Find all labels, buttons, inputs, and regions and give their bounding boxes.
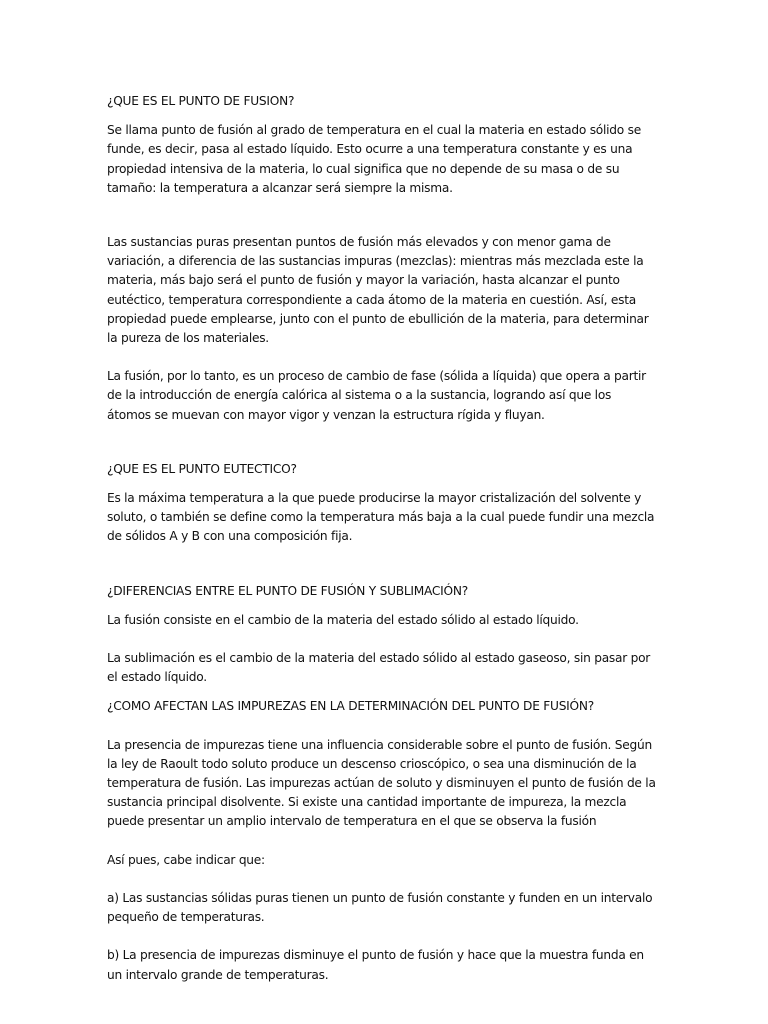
paragraph-sustancias-puras: Las sustancias puras presentan puntos de fusión más elevados y con menor gama de variación, a diferencia de las sustancias impuras (mezclas): mientras más mezclada este la materia, más bajo será el punto de fusión y mayor la variación, hasta alcanzar el punto eutéctico, temperatura correspondiente a cada átomo de la materia en cuestión. Así, esta propiedad puede emplearse, junto con el punto de ebullición de la materia, para determinar la pureza de los materiales.	[107, 235, 649, 346]
paragraph-definicion-eutectico: Es la máxima temperatura a la que puede producirse la mayor cristalización del solvente y soluto, o también se define como la temperatura más baja a la cual puede fundir una mezcla de sólidos A y B con una composición fija.	[107, 491, 655, 544]
heading-diferencias: ¿DIFERENCIAS ENTRE EL PUNTO DE FUSIÓN Y SUBLIMACIÓN?	[107, 583, 468, 598]
paragraph-definicion-fusion: Se llama punto de fusión al grado de temperatura en el cual la materia en estado sólido se funde, es decir, pasa al estado líquido. Esto ocurre a una temperatura constante y es una propiedad intensiva de la materia, lo cual significa que no depende de su masa o de su tamaño: la temperatura a alcanzar será siempre la misma.	[107, 123, 641, 195]
list-item-b: b) La presencia de impurezas disminuye el punto de fusión y hace que la muestra funda en un intervalo grande de temperaturas.	[107, 948, 644, 982]
paragraph-sublimacion: La sublimación es el cambio de la materia del estado sólido al estado gaseoso, sin pasar por el estado líquido.	[107, 651, 651, 685]
paragraph-proceso-fusion: La fusión, por lo tanto, es un proceso de cambio de fase (sólida a líquida) que opera a partir de la introducción de energía calórica al sistema o a la sustancia, logrando así que los átomos se muevan con mayor vigor y venzan la estructura rígida y fluyan.	[107, 369, 646, 422]
list-item-a: a) Las sustancias sólidas puras tienen un punto de fusión constante y funden en un intervalo pequeño de temperaturas.	[107, 890, 653, 925]
paragraph-influencia-impurezas: La presencia de impurezas tiene una influencia considerable sobre el punto de fusión. Según la ley de Raoult todo soluto produce un descenso crioscópico, o sea una disminución de la temperatura de fusión. Las impurezas actúan de soluto y disminuyen el punto de fusión de la sustancia principal disolvente. Si existe una cantidad importante de impureza, la mezcla puede presentar un amplio intervalo de temperatura en el que se observa la fusión	[107, 737, 656, 829]
document-body	[107, 92, 657, 985]
heading-punto-eutectico: ¿QUE ES EL PUNTO EUTECTICO?	[107, 461, 297, 476]
paragraph-cabe-indicar: Así pues, cabe indicar que:	[107, 852, 265, 867]
paragraph-fusion-cambio: La fusión consiste en el cambio de la materia del estado sólido al estado líquido.	[107, 612, 579, 627]
heading-impurezas: ¿COMO AFECTAN LAS IMPUREZAS EN LA DETERMINACIÓN DEL PUNTO DE FUSIÓN?	[107, 699, 594, 714]
heading-punto-fusion: ¿QUE ES EL PUNTO DE FUSION?	[107, 94, 295, 108]
